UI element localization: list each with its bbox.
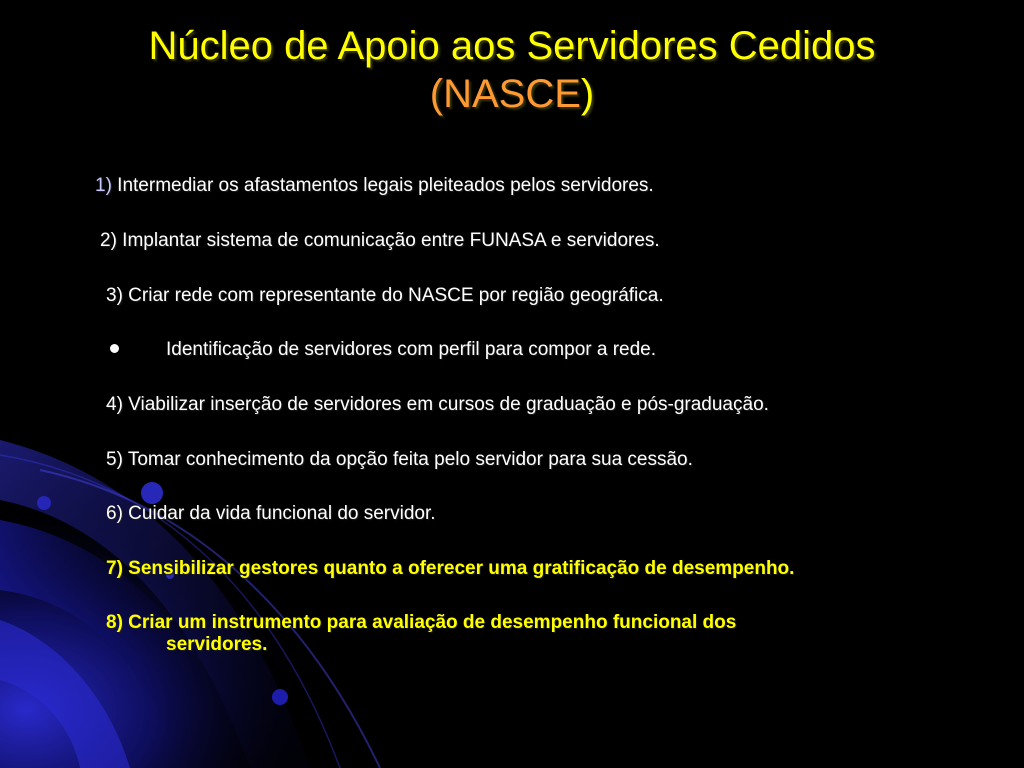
- list-subitem-bullet: [166, 339, 656, 361]
- item-text: Viabilizar inserção de servidores em cursos de graduação e pós-graduação.: [122, 394, 769, 415]
- item-number: 1): [95, 175, 112, 196]
- title-acronym-close: ): [580, 72, 595, 116]
- item-text: Criar um instrumento para avaliação de desempenho funcional dos: [122, 612, 737, 633]
- item-text: Implantar sistema de comunicação entre FUNASA e servidores.: [116, 230, 660, 251]
- item-number: 3): [106, 285, 123, 306]
- list-item-7: [106, 558, 794, 580]
- list-item-4: [106, 394, 769, 416]
- list-item-6: [106, 503, 436, 525]
- item-text: Sensibilizar gestores quanto a oferecer uma gratificação de desempenho.: [122, 558, 795, 579]
- list-item-1: [95, 175, 654, 197]
- title-acronym: (NASCE: [429, 72, 581, 116]
- item-number: 8): [106, 612, 123, 633]
- item-text: Intermediar os afastamentos legais pleiteados pelos servidores.: [111, 175, 654, 196]
- item-continuation: servidores.: [166, 634, 268, 655]
- item-number: 5): [106, 449, 123, 470]
- list-item-2: [100, 230, 660, 252]
- title-line-2: [0, 70, 1024, 118]
- item-text: Cuidar da vida funcional do servidor.: [122, 503, 436, 524]
- bullet-icon: [110, 344, 119, 353]
- slide-title: [0, 22, 1024, 118]
- item-text: Criar rede com representante do NASCE por região geográfica.: [122, 285, 664, 306]
- list-item-5: [106, 449, 693, 471]
- list-item-8: [106, 612, 736, 656]
- item-text: Tomar conhecimento da opção feita pelo servidor para sua cessão.: [122, 449, 693, 470]
- item-number: 4): [106, 394, 123, 415]
- list-item-3: [106, 285, 664, 307]
- title-line-1: Núcleo de Apoio aos Servidores Cedidos: [148, 24, 876, 68]
- item-number: 6): [106, 503, 123, 524]
- item-number: 2): [100, 230, 117, 251]
- item-text: Identificação de servidores com perfil para compor a rede.: [166, 339, 657, 360]
- item-number: 7): [106, 558, 123, 579]
